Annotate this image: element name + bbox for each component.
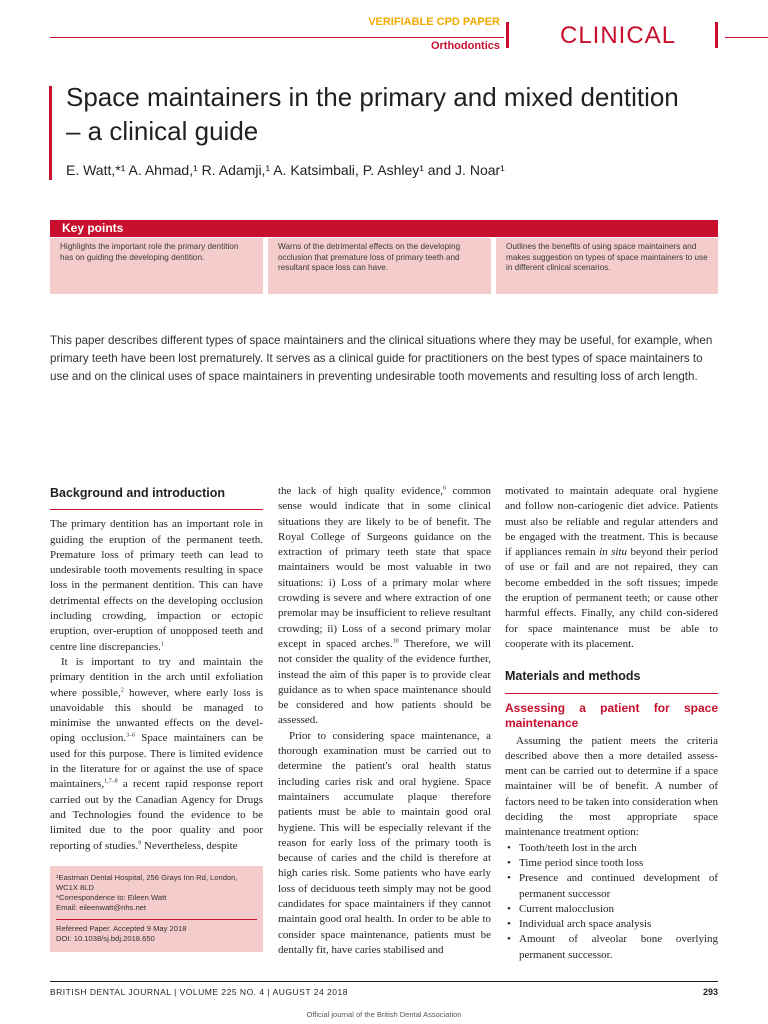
paragraph: It is important to try and maintain the primary dentition in the arch until exfoliation where possible,$^2$ however, where early loss is unavoidable this should be managed to minimise the unwanted effects on the devel-oping occlusion.$^{3-6}$ Space maintainers can be used for this purpose. There is limited evidence in the literature for or against the use of space maintainers,$^{1,7-8}$ a recent rapid response report carried out by the Canadian Agency for Drugs and Technologies found the evidence to be limited due to the poor quality and poor reporting of studies.$^9$ Nevertheless, despite: [50, 655, 263, 852]
journal-citation: BRITISH DENTAL JOURNAL | VOLUME 225 NO. 4 | AUGUST 24 2018: [50, 987, 348, 997]
footer-rule: [50, 981, 718, 982]
factor-list: [505, 841, 718, 963]
section-label: Orthodontics: [430, 40, 500, 52]
affiliations-box: [50, 866, 263, 952]
refereed-note: Refereed Paper. Accepted 9 May 2018: [56, 924, 187, 933]
abstract: This paper describes different types of space maintainers and the clinical situations where they may be useful, for example, when primary teeth have been lost prematurely. It serves as a clinical guide for practitioners on the best types of space maintainers to use and on the clinical uses of space maintainers in preventing undesirable tooth movements and resulting loss of arch length.: [50, 334, 713, 383]
title-accent-bar: [49, 86, 52, 180]
list-item: • Tooth/teeth lost in the arch: [519, 841, 718, 856]
author-list: E. Watt,*¹ A. Ahmad,¹ R. Adamji,¹ A. Katsimbali, P. Ashley¹ and J. Noar¹: [66, 162, 505, 178]
list-item: • Current malocclusion: [519, 902, 718, 917]
affiliations-divider: [56, 919, 257, 920]
paragraph: Prior to considering space maintenance, a thorough examination must be carried out to determine the patient's oral health status including caries risk and oral hygiene. Space maintainers accumulate plaque therefore patients must be able to maintain good oral hygiene. This will be especially relevant if the reason for early loss of the primary tooth is because of caries and the child is therefore at high caries risk. Some patients who have early loss of deciduous teeth simply may not be good candidates for space maintainers if they cannot maintain good oral health. In order to be able to consider space maintenance, patients must be dentally fit, have caries stabilised and: [278, 729, 491, 956]
paragraph: Assuming the patient meets the criteria described above then a more detailed assess-ment can be carried out to determine if a space maintainer will be of benefit. A number of factors need to be taken into consideration when deciding the most appropriate space maintenance treatment option:: [505, 734, 718, 839]
correspondence: *Correspondence to: Eileen Watt: [56, 893, 167, 902]
section-rule: [50, 509, 263, 510]
header-rule-left: [50, 37, 504, 38]
category-label: CLINICAL: [560, 22, 677, 49]
title-line-1: Space maintainers in the primary and mixed dentition: [66, 82, 679, 112]
page-number: 293: [702, 987, 718, 997]
key-point-3: Outlines the benefits of using space maintainers and makes suggestion on types of space maintainers to use in different clinical scenarios.: [496, 238, 718, 294]
official-journal-note: Official journal of the British Dental Association: [306, 1010, 462, 1019]
list-item: • Amount of alveolar bone overlying permanent successor.: [519, 932, 718, 963]
key-point-1: Highlights the important role the primary dentition has on guiding the developing dentition.: [50, 238, 263, 294]
section-rule: [505, 693, 718, 694]
list-item: • Presence and continued development of permanent successor: [519, 871, 718, 902]
section-heading-background: Background and introduction: [50, 486, 225, 500]
title-line-2: – a clinical guide: [66, 116, 259, 146]
doi: DOI: 10.1038/sj.bdj.2018.650: [56, 934, 155, 943]
column-2: [278, 484, 491, 958]
column-1: [50, 486, 263, 854]
cpd-label: VERIFIABLE CPD PAPER: [368, 16, 500, 28]
section-heading-materials: Materials and methods: [505, 669, 641, 684]
subsection-heading: Assessing a patient for space maintenance: [505, 700, 718, 730]
header-bar-right: [715, 22, 718, 48]
list-item: • Individual arch space analysis: [519, 917, 718, 932]
email: Email: eileenwatt@nhs.net: [56, 903, 147, 912]
paragraph: motivated to maintain adequate oral hygiene and follow non-cariogenic diet advice. Patients must also be reliable and regular attenders and be engaged with the treatment. This is because if appliances remain in situ beyond their period of use or fail and are not repaired, they can become embedded in the soft tissues; impede the eruption of permanent teeth; or cause other harmful effects. Finally, any child con-sidered for space maintenance must be able to cooperate with its placement.: [505, 485, 718, 650]
list-item: • Time period since tooth loss: [519, 856, 718, 871]
header-bar-left: [506, 22, 509, 48]
paragraph: the lack of high quality evidence,$^6$ common sense would indicate that in some clinical situations they are likely to be of benefit. The Royal College of Surgeons guidance on the extraction of primary teeth state that space maintainers would be most valuable in two situations: i) Loss of a primary molar where crowding is severe and where extraction of one premolar may be insufficient to relieve resultant crowding; ii) Loss of a second primary molar except in spaced arches.$^{10}$ Therefore, we will not consider the quality of the evidence further, instead the aim of this paper is to provide clear guidance as to when space maintenance should be considered and how patients should be assessed.: [278, 485, 491, 727]
article-title: [66, 80, 756, 148]
affiliation: ¹Eastman Dental Hospital, 256 Grays Inn Rd, London, WC1X 8LD: [56, 873, 238, 892]
header-rule-right: [725, 37, 768, 38]
key-point-2: Warns of the detrimental effects on the developing occlusion that premature loss of primary teeth and resultant space loss can have.: [268, 238, 491, 294]
key-points-heading: Key points: [50, 220, 718, 237]
column-3: [505, 484, 718, 963]
paragraph: The primary dentition has an important role in guiding the eruption of the permanent teeth. Premature loss of primary teeth can lead to undesirable tooth movements resulting in space loss in the permanent dentition. This can have detrimental effects on the developing occlusion including crowding, impaction or ectopic eruption, over-eruption of unopposed teeth and centre line discrepancies.$^1$: [50, 518, 263, 653]
